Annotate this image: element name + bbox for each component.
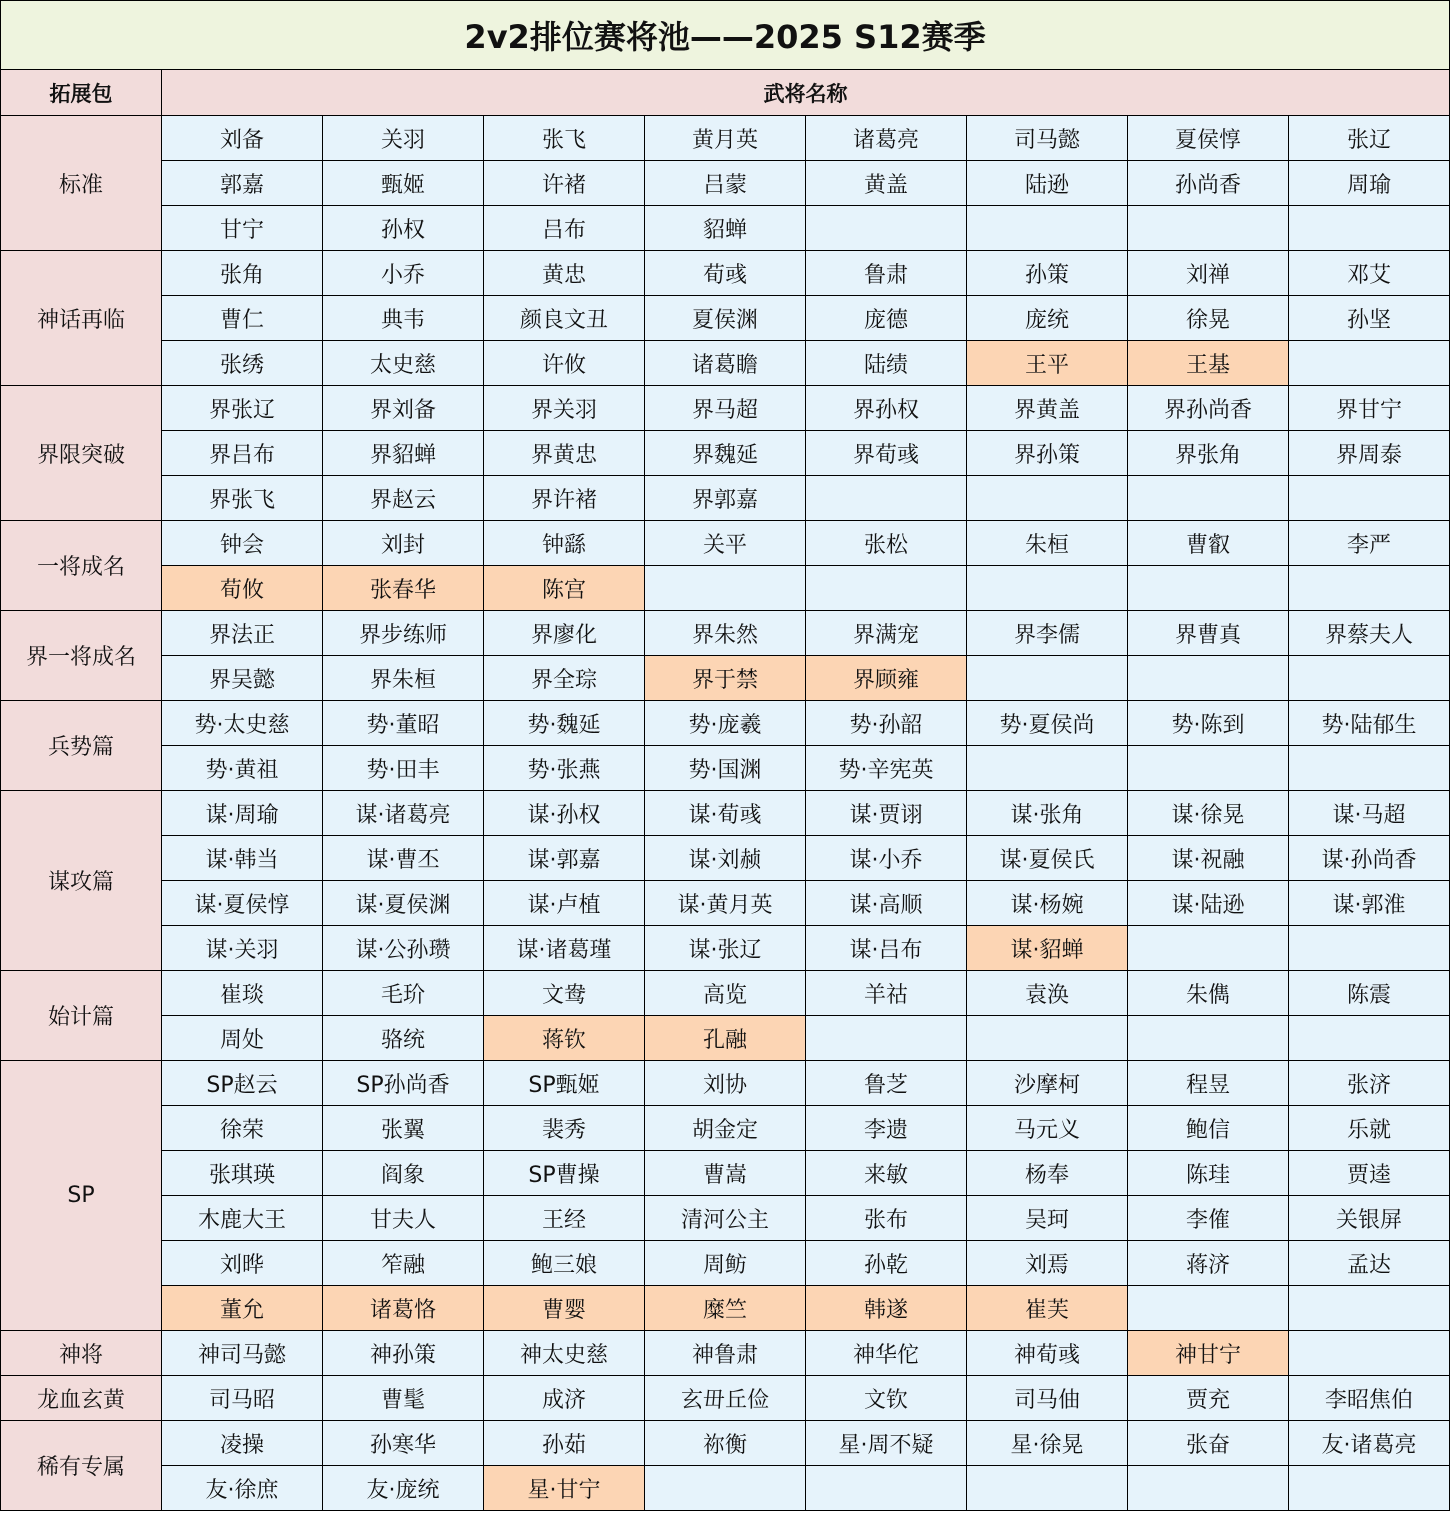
general-cell-highlighted: 陈宫 [484, 566, 645, 611]
general-cell: 李傕 [1128, 1196, 1289, 1241]
general-cell [1128, 926, 1289, 971]
general-cell [967, 476, 1128, 521]
general-cell: 陆逊 [967, 161, 1128, 206]
general-cell: 孙坚 [1289, 296, 1450, 341]
general-cell: 刘备 [162, 116, 323, 161]
general-cell: 甘夫人 [323, 1196, 484, 1241]
general-cell: 黄月英 [645, 116, 806, 161]
general-cell: 谋·贾诩 [806, 791, 967, 836]
general-cell [967, 1016, 1128, 1061]
general-cell [1128, 1016, 1289, 1061]
general-cell [1289, 1466, 1450, 1511]
general-cell: 钟会 [162, 521, 323, 566]
pack-name-cell: 始计篇 [1, 971, 162, 1061]
pack-column-header: 拓展包 [1, 70, 162, 116]
general-cell: 界吴懿 [162, 656, 323, 701]
general-cell [806, 566, 967, 611]
table-row [1, 1151, 1450, 1196]
general-cell: 张琪瑛 [162, 1151, 323, 1196]
general-cell [967, 206, 1128, 251]
general-cell [1128, 566, 1289, 611]
general-cell: 周鲂 [645, 1241, 806, 1286]
general-cell: 吴珂 [967, 1196, 1128, 1241]
general-cell: 界吕布 [162, 431, 323, 476]
general-cell: 神孙策 [323, 1331, 484, 1376]
general-cell: 李严 [1289, 521, 1450, 566]
general-cell [1128, 656, 1289, 701]
table-row [1, 926, 1450, 971]
general-cell-highlighted: 诸葛恪 [323, 1286, 484, 1331]
table-row [1, 521, 1450, 566]
general-cell: 司马懿 [967, 116, 1128, 161]
general-cell: 阎象 [323, 1151, 484, 1196]
general-cell: 谋·张角 [967, 791, 1128, 836]
table-row [1, 296, 1450, 341]
general-cell: 黄盖 [806, 161, 967, 206]
pack-name-cell: 兵势篇 [1, 701, 162, 791]
general-cell: 张布 [806, 1196, 967, 1241]
general-cell: 甄姬 [323, 161, 484, 206]
general-cell: 张松 [806, 521, 967, 566]
general-cell: 势·辛宪英 [806, 746, 967, 791]
general-cell: 谋·杨婉 [967, 881, 1128, 926]
general-cell: 司马伷 [967, 1376, 1128, 1421]
table-row [1, 971, 1450, 1016]
general-cell: 乐就 [1289, 1106, 1450, 1151]
general-cell [806, 1016, 967, 1061]
table-title: 2v2排位赛将池——2025 S12赛季 [1, 1, 1450, 70]
general-cell: 裴秀 [484, 1106, 645, 1151]
general-cell: 谋·诸葛亮 [323, 791, 484, 836]
general-cell: 张绣 [162, 341, 323, 386]
general-cell: 徐荣 [162, 1106, 323, 1151]
general-cell: 陈震 [1289, 971, 1450, 1016]
general-cell-highlighted: 王平 [967, 341, 1128, 386]
general-cell: 吕蒙 [645, 161, 806, 206]
general-cell: 诸葛亮 [806, 116, 967, 161]
general-cell: 毛玠 [323, 971, 484, 1016]
general-cell: 刘禅 [1128, 251, 1289, 296]
pack-name-cell: 界限突破 [1, 386, 162, 521]
general-cell: 界满宠 [806, 611, 967, 656]
general-cell: 孙茹 [484, 1421, 645, 1466]
general-cell: 文钦 [806, 1376, 967, 1421]
general-cell: 典韦 [323, 296, 484, 341]
general-cell: 司马昭 [162, 1376, 323, 1421]
general-cell [645, 1466, 806, 1511]
general-cell-highlighted: 孔融 [645, 1016, 806, 1061]
generals-column-header: 武将名称 [162, 70, 1450, 116]
general-cell: 钟繇 [484, 521, 645, 566]
general-cell-highlighted: 星·甘宁 [484, 1466, 645, 1511]
general-cell: 张翼 [323, 1106, 484, 1151]
general-cell: 张角 [162, 251, 323, 296]
general-cell: 谋·卢植 [484, 881, 645, 926]
table-row [1, 611, 1450, 656]
general-cell: 庞统 [967, 296, 1128, 341]
general-cell [645, 566, 806, 611]
general-cell [806, 206, 967, 251]
general-cell [967, 656, 1128, 701]
general-cell: 界黄盖 [967, 386, 1128, 431]
general-cell-highlighted: 谋·貂蝉 [967, 926, 1128, 971]
general-cell: 谋·高顺 [806, 881, 967, 926]
general-cell [1289, 1286, 1450, 1331]
general-cell: 谋·郭淮 [1289, 881, 1450, 926]
general-cell [1289, 1016, 1450, 1061]
general-cell: 王经 [484, 1196, 645, 1241]
general-cell: 界张角 [1128, 431, 1289, 476]
general-cell: 夏侯渊 [645, 296, 806, 341]
general-cell: 刘焉 [967, 1241, 1128, 1286]
general-cell: 界刘备 [323, 386, 484, 431]
general-cell: 谋·孙权 [484, 791, 645, 836]
general-cell: 鲍三娘 [484, 1241, 645, 1286]
general-cell: 界全琮 [484, 656, 645, 701]
general-cell: 鲁肃 [806, 251, 967, 296]
general-cell [1289, 926, 1450, 971]
general-cell: 谋·小乔 [806, 836, 967, 881]
general-cell: 孙尚香 [1128, 161, 1289, 206]
general-cell [967, 566, 1128, 611]
general-cell: 孙寒华 [323, 1421, 484, 1466]
table-row [1, 566, 1450, 611]
table-row [1, 1376, 1450, 1421]
general-cell: 甘宁 [162, 206, 323, 251]
table-row [1, 1061, 1450, 1106]
general-cell [1289, 566, 1450, 611]
table-row [1, 746, 1450, 791]
general-cell: 神华佗 [806, 1331, 967, 1376]
general-cell: 庞德 [806, 296, 967, 341]
general-cell: 界张飞 [162, 476, 323, 521]
table-row [1, 476, 1450, 521]
general-cell: 刘封 [323, 521, 484, 566]
general-cell [1128, 1286, 1289, 1331]
general-cell: 谋·曹丕 [323, 836, 484, 881]
general-cell: 谋·刘赪 [645, 836, 806, 881]
table-row [1, 386, 1450, 431]
general-cell: 来敏 [806, 1151, 967, 1196]
general-cell: SP曹操 [484, 1151, 645, 1196]
general-cell: 界张辽 [162, 386, 323, 431]
general-cell: 曹叡 [1128, 521, 1289, 566]
general-cell: 星·徐晃 [967, 1421, 1128, 1466]
general-cell-highlighted: 王基 [1128, 341, 1289, 386]
table-row [1, 1331, 1450, 1376]
general-cell: 清河公主 [645, 1196, 806, 1241]
general-cell: 界荀彧 [806, 431, 967, 476]
general-cell: 界孙尚香 [1128, 386, 1289, 431]
general-cell: 谋·韩当 [162, 836, 323, 881]
general-cell: 神司马懿 [162, 1331, 323, 1376]
general-cell: 孙策 [967, 251, 1128, 296]
pack-name-cell: 神将 [1, 1331, 162, 1376]
table-row [1, 701, 1450, 746]
general-cell: 张辽 [1289, 116, 1450, 161]
general-cell: 徐晃 [1128, 296, 1289, 341]
general-cell: 杨奉 [967, 1151, 1128, 1196]
general-cell: 界法正 [162, 611, 323, 656]
table-row [1, 881, 1450, 926]
general-cell: 界廖化 [484, 611, 645, 656]
pack-name-cell: SP [1, 1061, 162, 1331]
general-cell: 周瑜 [1289, 161, 1450, 206]
general-cell: 曹髦 [323, 1376, 484, 1421]
table-row [1, 251, 1450, 296]
general-cell: 玄毌丘俭 [645, 1376, 806, 1421]
general-cell: 谋·孙尚香 [1289, 836, 1450, 881]
general-cell: 鲁芝 [806, 1061, 967, 1106]
general-cell: 骆统 [323, 1016, 484, 1061]
general-cell: 界黄忠 [484, 431, 645, 476]
general-cell: 势·张燕 [484, 746, 645, 791]
general-cell: 势·陆郁生 [1289, 701, 1450, 746]
general-cell [1128, 476, 1289, 521]
general-cell: 凌操 [162, 1421, 323, 1466]
pack-name-cell: 标准 [1, 116, 162, 251]
general-cell: 邓艾 [1289, 251, 1450, 296]
general-cell: 贾充 [1128, 1376, 1289, 1421]
general-cell: 谋·黄月英 [645, 881, 806, 926]
general-cell-highlighted: 荀攸 [162, 566, 323, 611]
general-cell [1289, 746, 1450, 791]
general-cell: 界孙权 [806, 386, 967, 431]
general-cell: 张奋 [1128, 1421, 1289, 1466]
general-cell: 曹嵩 [645, 1151, 806, 1196]
general-cell: 笮融 [323, 1241, 484, 1286]
general-cell: 界貂蝉 [323, 431, 484, 476]
table-row [1, 1466, 1450, 1511]
general-cell-highlighted: 糜竺 [645, 1286, 806, 1331]
table-row [1, 791, 1450, 836]
general-cell: 友·庞统 [323, 1466, 484, 1511]
table-row [1, 836, 1450, 881]
table-row [1, 1421, 1450, 1466]
general-cell: 星·周不疑 [806, 1421, 967, 1466]
general-cell: 张飞 [484, 116, 645, 161]
pack-name-cell: 稀有专属 [1, 1421, 162, 1511]
general-cell [1289, 206, 1450, 251]
general-cell-highlighted: 神甘宁 [1128, 1331, 1289, 1376]
general-cell: 夏侯惇 [1128, 116, 1289, 161]
general-cell: 谋·马超 [1289, 791, 1450, 836]
general-cell: 势·董昭 [323, 701, 484, 746]
general-cell: 郭嘉 [162, 161, 323, 206]
pack-name-cell: 龙血玄黄 [1, 1376, 162, 1421]
general-cell: 友·诸葛亮 [1289, 1421, 1450, 1466]
general-cell: 马元义 [967, 1106, 1128, 1151]
general-cell-highlighted: 韩遂 [806, 1286, 967, 1331]
general-cell: 界朱然 [645, 611, 806, 656]
general-cell: 许攸 [484, 341, 645, 386]
general-cell: 谋·诸葛瑾 [484, 926, 645, 971]
general-cell: SP甄姬 [484, 1061, 645, 1106]
general-cell: 程昱 [1128, 1061, 1289, 1106]
pack-name-cell: 谋攻篇 [1, 791, 162, 971]
general-cell: 势·田丰 [323, 746, 484, 791]
general-cell [967, 746, 1128, 791]
table-row [1, 1016, 1450, 1061]
general-cell [1128, 206, 1289, 251]
general-cell: 谋·陆逊 [1128, 881, 1289, 926]
general-cell [806, 1466, 967, 1511]
general-cell: 势·国渊 [645, 746, 806, 791]
general-cell: 界魏延 [645, 431, 806, 476]
general-cell: 沙摩柯 [967, 1061, 1128, 1106]
general-cell: 诸葛瞻 [645, 341, 806, 386]
general-cell: 关羽 [323, 116, 484, 161]
general-cell-highlighted: 董允 [162, 1286, 323, 1331]
general-cell: 袁涣 [967, 971, 1128, 1016]
general-cell [1289, 1331, 1450, 1376]
general-cell: 陆绩 [806, 341, 967, 386]
general-cell: 势·孙韶 [806, 701, 967, 746]
general-cell: 孟达 [1289, 1241, 1450, 1286]
general-cell: 荀彧 [645, 251, 806, 296]
general-cell: 孙乾 [806, 1241, 967, 1286]
general-cell: 崔琰 [162, 971, 323, 1016]
general-cell: 刘晔 [162, 1241, 323, 1286]
general-cell: 太史慈 [323, 341, 484, 386]
general-cell: 界朱桓 [323, 656, 484, 701]
general-cell: 周处 [162, 1016, 323, 1061]
general-cell: 谋·张辽 [645, 926, 806, 971]
general-cell: 谋·周瑜 [162, 791, 323, 836]
general-cell: 孙权 [323, 206, 484, 251]
general-cell: 文鸯 [484, 971, 645, 1016]
general-cell: 界马超 [645, 386, 806, 431]
general-cell: 陈珪 [1128, 1151, 1289, 1196]
general-cell: 羊祜 [806, 971, 967, 1016]
general-cell: 神鲁肃 [645, 1331, 806, 1376]
general-cell [1128, 1466, 1289, 1511]
table-row [1, 341, 1450, 386]
general-cell: 势·太史慈 [162, 701, 323, 746]
general-cell [1289, 656, 1450, 701]
general-cell: 谋·公孙瓒 [323, 926, 484, 971]
general-cell: 界甘宁 [1289, 386, 1450, 431]
general-cell: 吕布 [484, 206, 645, 251]
general-cell: 谋·关羽 [162, 926, 323, 971]
general-cell: 李昭焦伯 [1289, 1376, 1450, 1421]
general-cell: 谋·徐晃 [1128, 791, 1289, 836]
general-cell [806, 476, 967, 521]
general-cell: 友·徐庶 [162, 1466, 323, 1511]
general-cell: 张济 [1289, 1061, 1450, 1106]
table-row [1, 656, 1450, 701]
general-cell: 界曹真 [1128, 611, 1289, 656]
general-cell: 颜良文丑 [484, 296, 645, 341]
general-cell: 势·魏延 [484, 701, 645, 746]
general-cell: 神太史慈 [484, 1331, 645, 1376]
general-cell [1289, 476, 1450, 521]
pack-name-cell: 一将成名 [1, 521, 162, 611]
general-cell: 谋·祝融 [1128, 836, 1289, 881]
general-cell [1289, 341, 1450, 386]
general-cell: 高览 [645, 971, 806, 1016]
general-cell: 谋·郭嘉 [484, 836, 645, 881]
general-cell: 曹仁 [162, 296, 323, 341]
table-row [1, 161, 1450, 206]
general-cell: 界步练师 [323, 611, 484, 656]
general-cell: 许褚 [484, 161, 645, 206]
general-cell: 界许褚 [484, 476, 645, 521]
table-row [1, 206, 1450, 251]
general-cell: 李遗 [806, 1106, 967, 1151]
general-cell: 谋·荀彧 [645, 791, 806, 836]
general-cell: SP赵云 [162, 1061, 323, 1106]
general-cell: 界关羽 [484, 386, 645, 431]
general-cell: 谋·夏侯渊 [323, 881, 484, 926]
general-cell-highlighted: 崔芙 [967, 1286, 1128, 1331]
general-cell: 刘协 [645, 1061, 806, 1106]
table-row [1, 1196, 1450, 1241]
general-cell: 势·庞羲 [645, 701, 806, 746]
general-cell: 神荀彧 [967, 1331, 1128, 1376]
general-cell: 势·夏侯尚 [967, 701, 1128, 746]
general-cell: 朱桓 [967, 521, 1128, 566]
pack-name-cell: 界一将成名 [1, 611, 162, 701]
table-row [1, 1241, 1450, 1286]
general-cell: 贾逵 [1289, 1151, 1450, 1196]
general-cell: 势·陈到 [1128, 701, 1289, 746]
general-cell: 胡金定 [645, 1106, 806, 1151]
pack-name-cell: 神话再临 [1, 251, 162, 386]
table-row [1, 431, 1450, 476]
general-cell-highlighted: 界于禁 [645, 656, 806, 701]
general-cell: 界赵云 [323, 476, 484, 521]
general-cell: 谋·夏侯惇 [162, 881, 323, 926]
general-cell [967, 1466, 1128, 1511]
general-cell: 界蔡夫人 [1289, 611, 1450, 656]
general-cell: 貂蝉 [645, 206, 806, 251]
general-cell: 界郭嘉 [645, 476, 806, 521]
general-cell: 关平 [645, 521, 806, 566]
general-cell [1128, 746, 1289, 791]
general-cell: 界孙策 [967, 431, 1128, 476]
general-cell-highlighted: 曹婴 [484, 1286, 645, 1331]
general-cell: SP孙尚香 [323, 1061, 484, 1106]
general-cell: 成济 [484, 1376, 645, 1421]
table-row [1, 1106, 1450, 1151]
general-cell: 鲍信 [1128, 1106, 1289, 1151]
general-cell: 黄忠 [484, 251, 645, 296]
general-cell: 关银屏 [1289, 1196, 1450, 1241]
general-cell: 蒋济 [1128, 1241, 1289, 1286]
general-cell: 界李儒 [967, 611, 1128, 656]
general-cell: 木鹿大王 [162, 1196, 323, 1241]
general-cell: 朱儁 [1128, 971, 1289, 1016]
general-cell: 界周泰 [1289, 431, 1450, 476]
general-cell: 势·黄祖 [162, 746, 323, 791]
general-cell: 祢衡 [645, 1421, 806, 1466]
general-cell-highlighted: 蒋钦 [484, 1016, 645, 1061]
general-cell-highlighted: 界顾雍 [806, 656, 967, 701]
general-cell-highlighted: 张春华 [323, 566, 484, 611]
general-cell: 小乔 [323, 251, 484, 296]
table-row [1, 1286, 1450, 1331]
general-cell: 谋·夏侯氏 [967, 836, 1128, 881]
table-row [1, 116, 1450, 161]
general-cell: 谋·吕布 [806, 926, 967, 971]
